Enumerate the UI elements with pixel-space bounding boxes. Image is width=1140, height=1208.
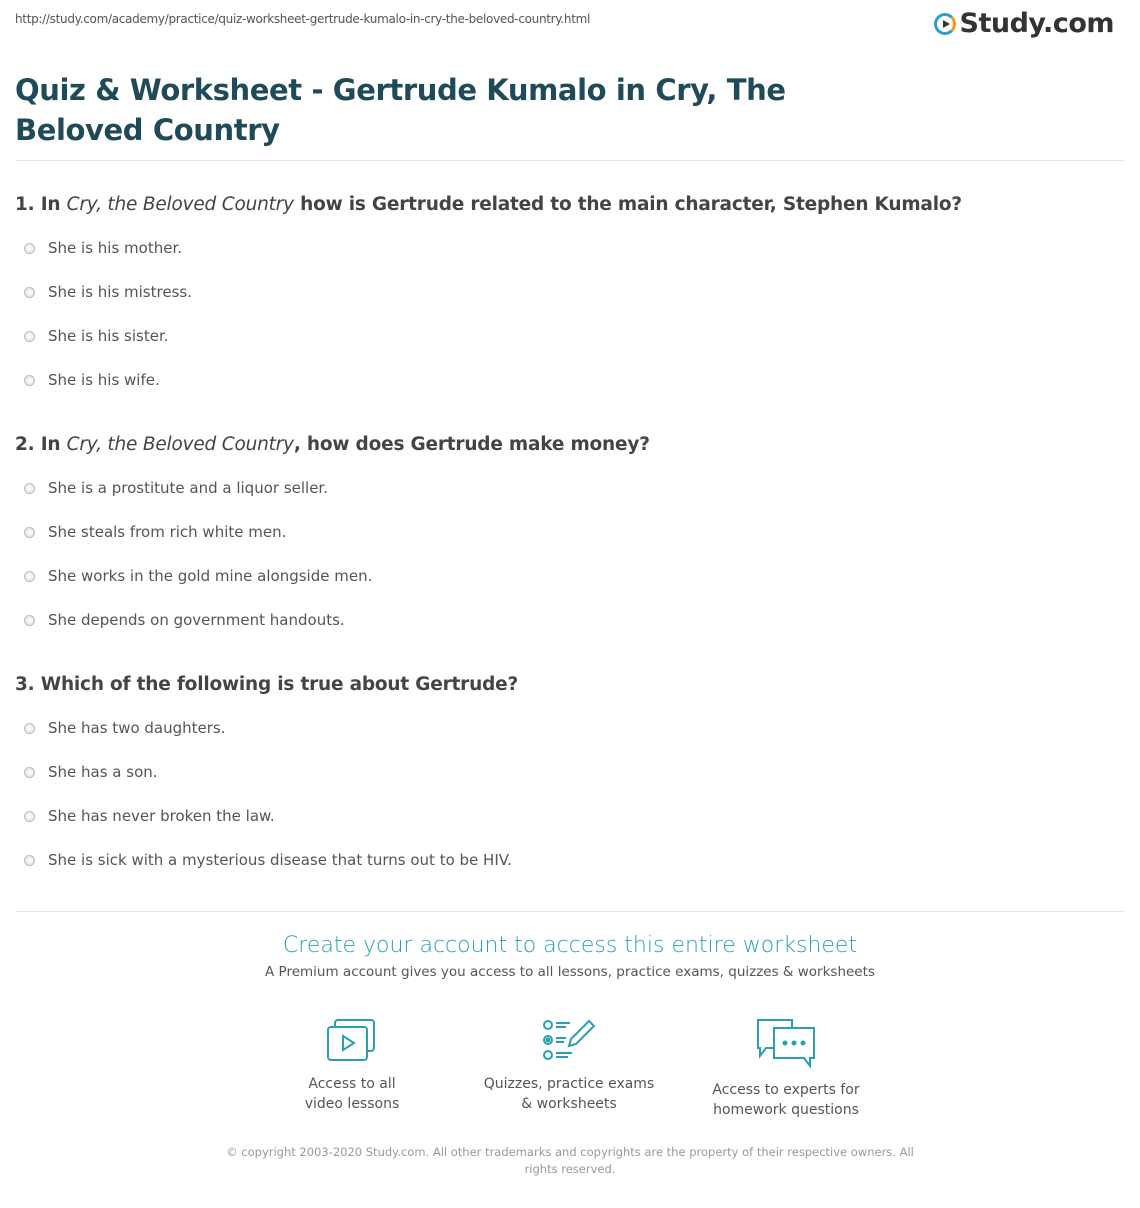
question-1: 1. In Cry, the Beloved Country how is Gertrude related to the main character, Stephen Kumalo? <box>15 194 962 215</box>
answer-option[interactable]: She has never broken the law. <box>24 807 275 825</box>
question-3: 3. Which of the following is true about Gertrude? <box>15 674 518 695</box>
radio-button[interactable] <box>24 767 35 778</box>
answer-option[interactable]: She is sick with a mysterious disease that turns out to be HIV. <box>24 851 512 869</box>
radio-button[interactable] <box>24 571 35 582</box>
copyright: © copyright 2003-2020 Study.com. All other trademarks and copyrights are the property of their respective owners. All rights reserved. <box>226 1145 914 1176</box>
answer-option[interactable]: She is his mother. <box>24 239 182 257</box>
question-2: 2. In Cry, the Beloved Country, how does Gertrude make money? <box>15 434 650 455</box>
answer-option[interactable]: She has two daughters. <box>24 719 226 737</box>
quiz-icon <box>541 1018 597 1062</box>
study-logo[interactable]: Study.com <box>934 8 1114 39</box>
radio-button[interactable] <box>24 811 35 822</box>
answer-option[interactable]: She is his mistress. <box>24 283 192 301</box>
feature-experts: Access to experts for homework questions <box>686 1018 886 1120</box>
feature-video: Access to all video lessons <box>252 1018 452 1114</box>
answer-option[interactable]: She depends on government handouts. <box>24 611 345 629</box>
page-url: http://study.com/academy/practice/quiz-worksheet-gertrude-kumalo-in-cry-the-beloved-country.html <box>15 12 591 26</box>
answer-option[interactable]: She is a prostitute and a liquor seller. <box>24 479 328 497</box>
radio-button[interactable] <box>24 375 35 386</box>
radio-button[interactable] <box>24 287 35 298</box>
answer-option[interactable]: She is his sister. <box>24 327 169 345</box>
divider <box>15 160 1125 161</box>
radio-button[interactable] <box>24 527 35 538</box>
answer-option[interactable]: She has a son. <box>24 763 158 781</box>
radio-button[interactable] <box>24 483 35 494</box>
answer-option[interactable]: She steals from rich white men. <box>24 523 286 541</box>
answer-option[interactable]: She works in the gold mine alongside men. <box>24 567 372 585</box>
radio-button[interactable] <box>24 723 35 734</box>
feature-quizzes: Quizzes, practice exams & worksheets <box>469 1018 669 1114</box>
cta-subtitle: A Premium account gives you access to all lessons, practice exams, quizzes & worksheets <box>265 964 875 980</box>
divider <box>15 911 1125 912</box>
radio-button[interactable] <box>24 331 35 342</box>
video-icon <box>326 1018 378 1062</box>
page-title: Quiz & Worksheet - Gertrude Kumalo in Cry, The Beloved Country <box>15 73 786 147</box>
cta-heading[interactable]: Create your account to access this entire worksheet <box>282 933 858 958</box>
answer-option[interactable]: She is his wife. <box>24 371 160 389</box>
play-logo-icon <box>934 13 956 35</box>
radio-button[interactable] <box>24 855 35 866</box>
chat-icon <box>754 1018 818 1068</box>
radio-button[interactable] <box>24 615 35 626</box>
radio-button[interactable] <box>24 243 35 254</box>
